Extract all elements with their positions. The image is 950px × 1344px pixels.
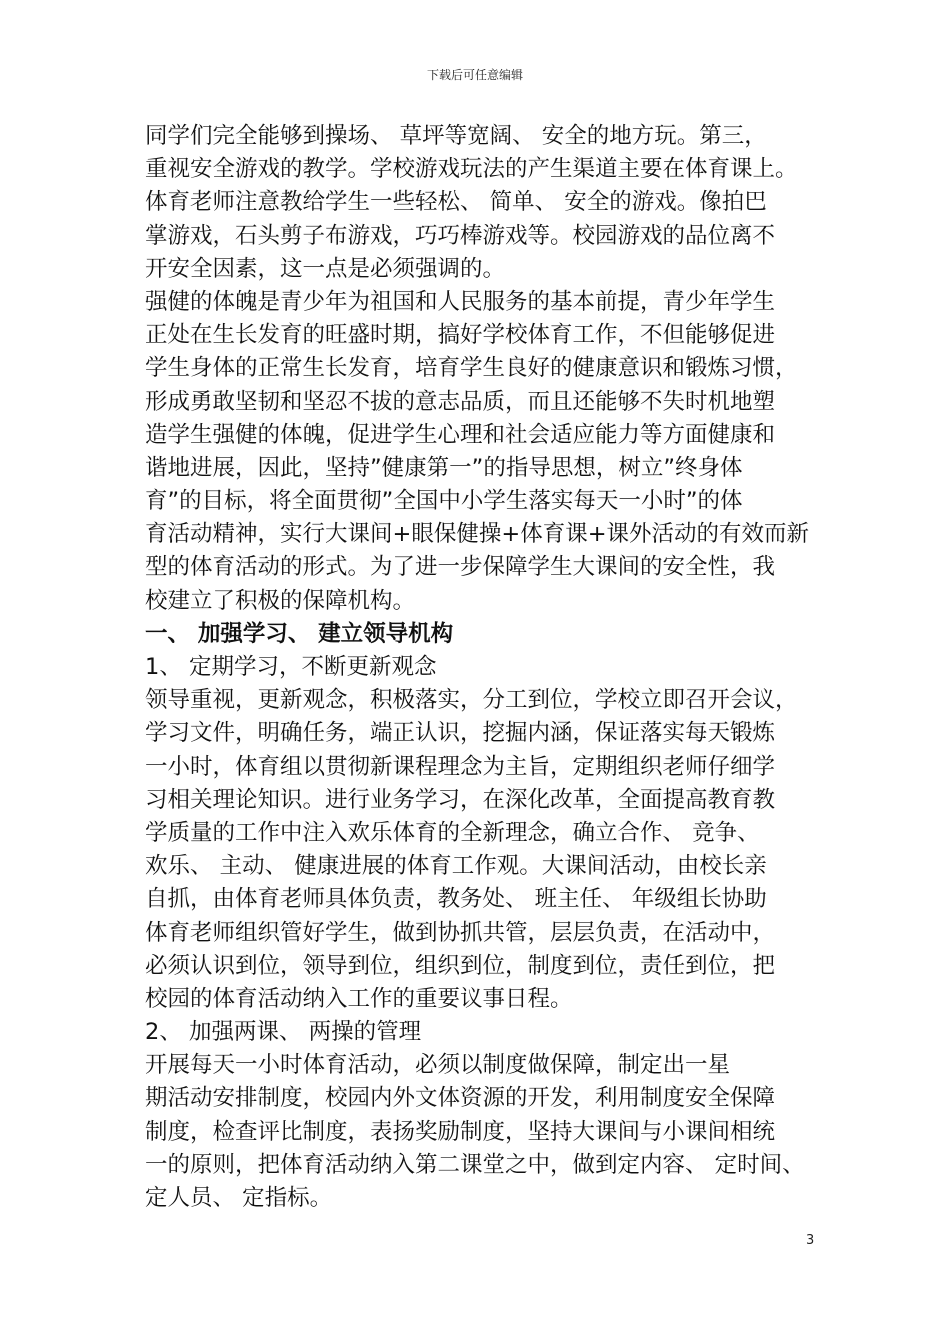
text-line: 学习文件，明确任务，端正认识，挖掘内涵，保证落实每天锻炼: [145, 720, 776, 747]
text-line: 习相关理论知识。进行业务学习，在深化改革，全面提高教育教: [145, 786, 776, 813]
text-line: 型的体育活动的形式。为了进一步保障学生大课间的安全性，我: [145, 554, 776, 581]
text-line: 同学们完全能够到操场、 草坪等宽阔、 安全的地方玩。第三，: [145, 123, 767, 149]
text-line: 定人员、 定指标。: [145, 1185, 333, 1211]
text-line: 掌游戏，石头剪子布游戏，巧巧棒游戏等。校园游戏的品位离不: [145, 222, 776, 249]
page-header: 下载后可任意编辑: [426, 68, 523, 82]
text-line: 欢乐、 主动、 健康进展的体育工作观。大课间活动，由校长亲: [145, 853, 767, 880]
text-line: 校建立了积极的保障机构。: [145, 587, 416, 614]
text-line: 一的原则，把体育活动纳入第二课堂之中，做到定内容、 定时间、: [145, 1151, 805, 1178]
text-line: 育”的目标，将全面贯彻”全国中小学生落实每天一小时”的体: [145, 488, 743, 515]
text-line: 造学生强健的体魄，促进学生心理和社会适应能力等方面健康和: [145, 421, 776, 448]
section-heading: 一、 加强学习、 建立领导机构: [145, 620, 454, 647]
page-number: 3: [806, 1233, 815, 1248]
text-line: 体育老师注意教给学生一些轻松、 简单、 安全的游戏。像拍巴: [145, 189, 767, 216]
text-line: 育活动精神，实行大课间+眼保健操+体育课+课外活动的有效而新: [145, 521, 810, 548]
text-line: 形成勇敢坚韧和坚忍不拔的意志品质，而且还能够不失时机地塑: [145, 388, 776, 415]
text-line: 体育老师组织管好学生，做到协抓共管，层层负责，在活动中，: [145, 919, 776, 946]
text-line: 重视安全游戏的教学。学校游戏玩法的产生渠道主要在体育课上。: [145, 156, 798, 183]
text-line: 自抓，由体育老师具体负责，教务处、 班主任、 年级组长协助: [145, 886, 767, 913]
text-line: 领导重视，更新观念，积极落实，分工到位，学校立即召开会议，: [145, 687, 798, 714]
text-line: 学质量的工作中注入欢乐体育的全新理念，确立合作、 竞争、: [145, 819, 760, 846]
text-line: 1、 定期学习，不断更新观念: [145, 654, 437, 680]
text-line: 校园的体育活动纳入工作的重要议事日程。: [145, 985, 573, 1012]
text-line: 2、 加强两课、 两操的管理: [145, 1019, 422, 1046]
text-line: 谐地进展，因此，坚持”健康第一”的指导思想，树立”终身体: [145, 454, 743, 481]
document-body: [145, 120, 825, 1215]
text-line: 强健的体魄是青少年为祖国和人民服务的基本前提，青少年学生: [145, 288, 776, 315]
text-line: 学生身体的正常生长发育，培育学生良好的健康意识和锻炼习惯，: [145, 355, 798, 382]
text-line: 一小时，体育组以贯彻新课程理念为主旨，定期组织老师仔细学: [145, 753, 776, 780]
text-line: 正处在生长发育的旺盛时期，搞好学校体育工作，不但能够促进: [145, 322, 776, 349]
text-line: 开展每天一小时体育活动，必须以制度做保障，制定出一星: [145, 1052, 731, 1079]
text-line: 制度，检查评比制度，表扬奖励制度，坚持大课间与小课间相统: [145, 1118, 776, 1145]
text-line: 开安全因素，这一点是必须强调的。: [145, 255, 506, 282]
text-line: 必须认识到位，领导到位，组织到位，制度到位，责任到位，把: [145, 952, 776, 979]
text-line: 期活动安排制度，校园内外文体资源的开发，利用制度安全保障: [145, 1085, 776, 1112]
